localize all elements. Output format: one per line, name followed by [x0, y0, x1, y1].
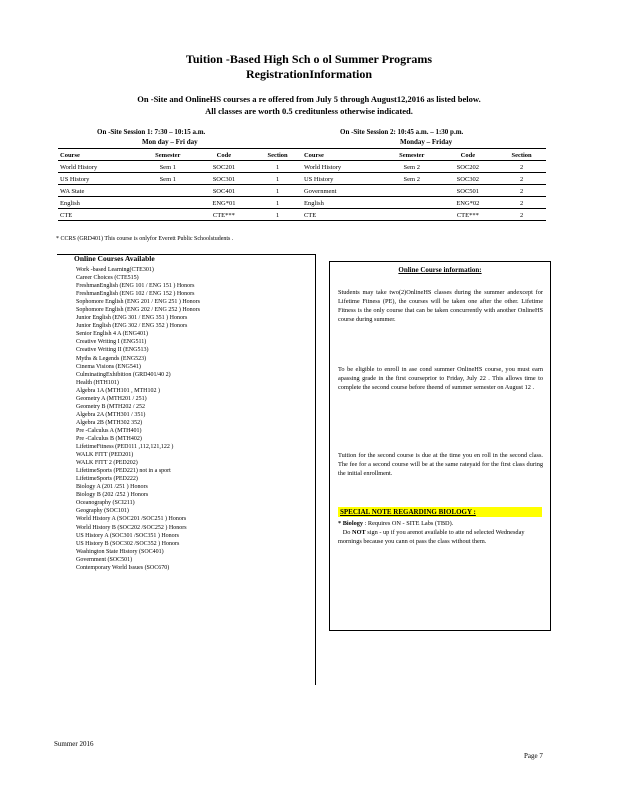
ccrs-note: * CCRS (GRD401) This course is onlyfor Everett Public Schoolstudents .	[56, 236, 234, 242]
page-subtitle: RegistrationInformation	[246, 67, 372, 81]
cell-course: World History	[302, 161, 385, 173]
list-item: Pre -Calculus A (MTH401)	[76, 427, 142, 434]
col-section-1: Section	[253, 149, 302, 161]
info-heading: Online Course information:	[398, 266, 482, 274]
list-item: Oceanography (SCI211)	[76, 500, 135, 507]
list-item: Contemporary World Issues (SOC670)	[76, 564, 170, 571]
list-item: FreshmanEnglish (ENG 101 / ENG 151 ) Honors	[76, 283, 195, 290]
cell-semester	[141, 209, 195, 221]
list-item: Geometry B (MTH202 / 252	[76, 403, 145, 410]
special-note-biology: SPECIAL NOTE REGARDING BIOLOGY :	[338, 507, 542, 517]
cell-semester	[385, 197, 439, 209]
cell-section: 1	[253, 173, 302, 185]
cell-course: World History	[58, 161, 141, 173]
list-item: US History B (SOC302 /SOC352 ) Honors	[76, 540, 180, 547]
list-item: Government (SOC501)	[76, 556, 133, 563]
session-1-days: Mon day – Fri day	[142, 138, 198, 146]
biology-instruction: sign - up if you arenot available to atte nd selected Wednesday mornings because you cann ot pass the class without them.	[338, 529, 525, 545]
cell-course: Government	[302, 185, 385, 197]
list-item: Washington State History (SOC401)	[76, 548, 164, 555]
list-item: WALK FITT 2 (PED202)	[76, 460, 138, 467]
table-row	[58, 161, 546, 173]
footer-term: Summer 2016	[54, 740, 94, 748]
list-item: Algebra 2B (MTH302 352)	[76, 419, 143, 426]
col-semester-2: Semester	[385, 149, 439, 161]
cell-course: English	[302, 197, 385, 209]
cell-code: SOC202	[439, 161, 498, 173]
list-item: FreshmanEnglish (ENG 102 / ENG 152 ) Honors	[76, 291, 195, 298]
cell-code: SOC201	[195, 161, 254, 173]
list-item: Biology B (202 /252 ) Honors	[76, 492, 149, 499]
info-paragraph-2: To be eligible to enroll in ase cond summer OnlineHS course, you must earn apassing grade in the first courseprior to Friday, July 22 . This allows time to complete the second course before theend of summer semester on August 12 .	[338, 366, 543, 391]
table-row	[58, 185, 546, 197]
info-paragraph-1: Students may take two(2)OnlineHS classes during the summer andexcept for Lifetime Fitness (PE), the courses will be taken one after the other. Lifetime Fitness is the only course that can be taken concurrently with another OnlineHS course during summer.	[338, 289, 543, 323]
cell-course: English	[58, 197, 141, 209]
intro-line-2: All classes are worth 0.5 creditunless otherwise indicated.	[205, 106, 413, 116]
list-item: LifetimeSports (PED221) not in a sport	[76, 468, 171, 475]
cell-course: CTE	[302, 209, 385, 221]
col-section-2: Section	[497, 149, 546, 161]
online-courses-list	[76, 266, 200, 572]
biology-not: NOT	[352, 529, 366, 536]
cell-section: 2	[497, 209, 546, 221]
biology-requirement: : Requires ON - SITE Labs (TBD).	[363, 520, 454, 527]
cell-section: 1	[253, 185, 302, 197]
cell-semester: Sem 1	[141, 161, 195, 173]
list-item: Pre -Calculus B (MTH402)	[76, 435, 142, 442]
intro-line-1: On -Site and OnlineHS courses a re offered from July 5 through August12,2016 as listed below.	[137, 94, 481, 104]
cell-code: ENG*01	[195, 197, 254, 209]
list-item: Work -based Learning(CTE301)	[76, 267, 154, 273]
list-item: Algebra 1A (MTH101 , MTH102 )	[76, 387, 160, 394]
list-item: Myths & Legends (ENG523)	[76, 355, 147, 362]
table-row	[58, 197, 546, 209]
cell-course: CTE	[58, 209, 141, 221]
info-paragraph-3: Tuition for the second course is due at the time you en roll in the second class. The fee for a second course will be at the same rateyaid for the first class during the initial enrollment.	[338, 452, 543, 477]
cell-section: 1	[253, 161, 302, 173]
cell-semester	[385, 209, 439, 221]
cell-semester	[141, 197, 195, 209]
list-item: LifetimeSports (PED222)	[76, 476, 138, 483]
list-item: Sophomore English (ENG 202 / ENG 252 ) Honors	[76, 307, 200, 314]
list-item: Senior English 4 A (ENG401)	[76, 331, 148, 338]
session-2-time: On -Site Session 2: 10:45 a.m. – 1:30 p.m.	[340, 128, 464, 136]
list-item: Algebra 2A (MTH301 / 351)	[76, 411, 146, 418]
list-item: World History B (SOC202 /SOC252 ) Honors	[76, 524, 187, 531]
biology-note	[338, 519, 543, 546]
page-number: Page 7	[524, 752, 543, 760]
cell-code: SOC401	[195, 185, 254, 197]
cell-code: ENG*02	[439, 197, 498, 209]
cell-code: SOC302	[439, 173, 498, 185]
cell-section: 1	[253, 209, 302, 221]
cell-course: US History	[58, 173, 141, 185]
online-course-info-box	[329, 261, 551, 631]
cell-section: 2	[497, 161, 546, 173]
biology-label: * Biology	[338, 520, 364, 527]
list-item: Health (HTH101)	[76, 379, 119, 386]
biology-do: Do	[342, 529, 351, 536]
cell-semester: Sem 2	[385, 161, 439, 173]
cell-semester: Sem 2	[385, 173, 439, 185]
cell-section: 2	[497, 185, 546, 197]
col-semester-1: Semester	[141, 149, 195, 161]
cell-code: CTE***	[195, 209, 254, 221]
col-code-1: Code	[195, 149, 254, 161]
col-course-2: Course	[302, 149, 385, 161]
list-item: World History A (SOC201 /SOC251 ) Honors	[76, 516, 187, 523]
list-item: Biology A (201 /251 ) Honors	[76, 484, 148, 491]
col-course-1: Course	[58, 149, 141, 161]
list-item: Junior English (ENG 301 / ENG 351 ) Honors	[76, 315, 188, 322]
schedule-header-row	[58, 149, 546, 161]
list-item: US History A (SOC301 /SOC351 ) Honors	[76, 532, 180, 539]
cell-semester: Sem 1	[141, 173, 195, 185]
schedule-table	[58, 148, 546, 221]
list-item: CulminatingExhibition (GRD401/40 2)	[76, 371, 171, 378]
cell-semester	[385, 185, 439, 197]
session-1-time: On -Site Session 1: 7:30 – 10:15 a.m.	[97, 128, 206, 136]
list-item: LifetimeFitness (PED111 ,112,121,122 )	[76, 444, 174, 451]
list-item: Creative Writing II (ENG513)	[76, 347, 149, 354]
cell-course: US History	[302, 173, 385, 185]
cell-section: 1	[253, 197, 302, 209]
list-item: Creative Writing I (ENG511)	[76, 339, 147, 346]
table-row	[58, 209, 546, 221]
col-code-2: Code	[439, 149, 498, 161]
cell-section: 2	[497, 197, 546, 209]
session-2-days: Monday – Friday	[400, 138, 453, 146]
cell-semester	[141, 185, 195, 197]
online-courses-heading: Online Courses Available	[74, 254, 155, 263]
cell-code: SOC301	[195, 173, 254, 185]
list-item: Geometry A (MTH201 / 251)	[76, 395, 147, 402]
list-item: Junior English (ENG 302 / ENG 352 ) Honors	[76, 323, 188, 330]
list-item: WALK FITT (PED201)	[76, 452, 134, 459]
cell-code: CTE***	[439, 209, 498, 221]
cell-section: 2	[497, 173, 546, 185]
page-title: Tuition -Based High Sch o ol Summer Programs	[185, 52, 433, 66]
cell-course: WA State	[58, 185, 141, 197]
list-item: Cinema Visions (ENG541)	[76, 363, 141, 370]
table-row	[58, 173, 546, 185]
list-item: Career Choices (CTE515)	[76, 275, 139, 282]
cell-code: SOC501	[439, 185, 498, 197]
list-item: Sophomore English (ENG 201 / ENG 251 ) Honors	[76, 299, 200, 306]
list-item: Geography (SOC101)	[76, 508, 129, 515]
